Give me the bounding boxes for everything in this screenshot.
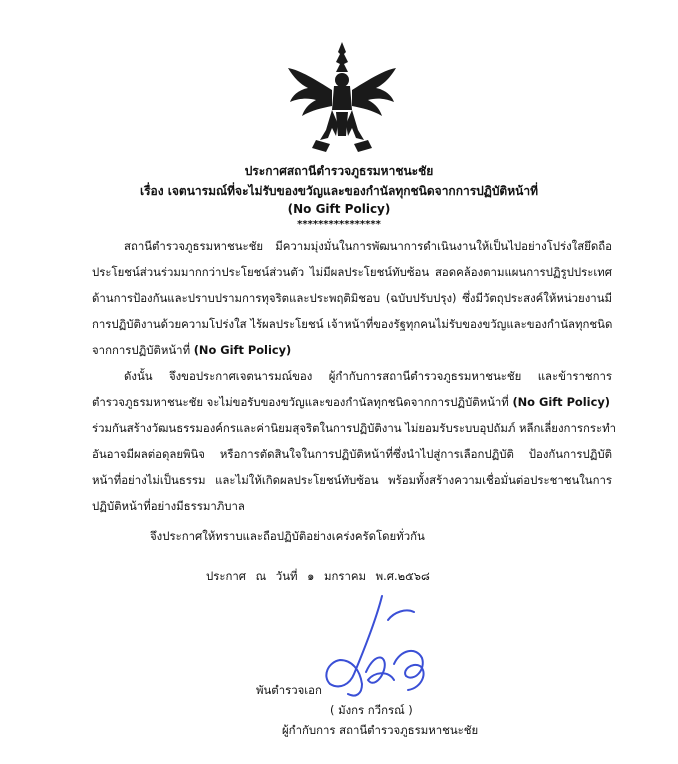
policy-mention: (No Gift Policy) xyxy=(512,395,610,409)
document-subject: เรื่อง เจตนารมณ์ที่จะไม่รับของขวัญและของกำนัลทุกชนิดจากการปฏิบัติหน้าที่ xyxy=(140,184,538,198)
divider: **************** xyxy=(297,219,381,230)
signer-rank: พันตำรวจเอก xyxy=(256,683,322,697)
paragraph-2-line-4: อันอาจมีผลต่อดุลยพินิจ หรือการตัดสินใจในการปฏิบัติหน้าที่ซึ่งนำไปสู่การเลือกปฏิบัติ ป้องกันการปฏิบัติ xyxy=(92,447,612,461)
paragraph-1-line-5 xyxy=(92,340,612,360)
paragraph-2-line-3: ร่วมกันสร้างวัฒนธรรมองค์กรและค่านิยมสุจริตในการปฏิบัติงาน ไม่ยอมรับระบบอุปถัมภ์ หลีกเลี่ยงการกระทำ xyxy=(92,421,616,435)
paragraph-1-line-3: ด้านการป้องกันและปราบปรามการทุจริตและประพฤติมิชอบ (ฉบับปรับปรุง) ซึ่งมีวัตถุประสงค์ให้หน่วยงานมี xyxy=(92,291,612,305)
signer-position: ผู้กำกับการ สถานีตำรวจภูธรมหาชนะชัย xyxy=(282,723,479,737)
signature-icon xyxy=(318,590,438,700)
paragraph-2-line-5: หน้าที่อย่างไม่เป็นธรรม และไม่ให้เกิดผลประโยชน์ทับซ้อน พร้อมทั้งสร้างความเชื่อมั่นต่อประชาชนในการ xyxy=(92,473,612,487)
garuda-emblem-icon xyxy=(286,40,398,158)
paragraph-1-line-5-text: จากการปฏิบัติหน้าที่ xyxy=(92,343,191,357)
signer-name: ( มังกร กวีกรณ์ ) xyxy=(330,703,413,717)
paragraph-1-line-4: การปฏิบัติงานด้วยความโปร่งใส ไร้ผลประโยชน์ เจ้าหน้าที่ของรัฐทุกคนไม่รับของขวัญและของกำนัลทุกชนิด xyxy=(92,317,613,331)
paragraph-1-line-2: ประโยชน์ส่วนร่วมมากกว่าประโยชน์ส่วนตัว ไม่มีผลประโยชน์ทับซ้อน สอดคล้องตามแผนการปฏิรูปประเทศ xyxy=(92,265,612,279)
announcement-date: ประกาศ ณ วันที่ ๑ มกราคม พ.ศ.๒๕๖๘ xyxy=(206,569,430,583)
paragraph-2-line-6: ปฏิบัติหน้าที่อย่างมีธรรมาภิบาล xyxy=(92,499,245,513)
paragraph-2-line-2-text: ตำรวจภูธรมหาชนะชัย จะไม่ขอรับของขวัญและของกำนัลทุกชนิดจากการปฏิบัติหน้าที่ xyxy=(92,395,509,409)
document-title: ประกาศสถานีตำรวจภูธรมหาชนะชัย xyxy=(244,164,434,178)
policy-mention: (No Gift Policy) xyxy=(193,343,292,357)
policy-name: (No Gift Policy) xyxy=(287,202,391,216)
paragraph-2-line-1: ดังนั้น จึงขอประกาศเจตนารมณ์ของ ผู้กำกับการสถานีตำรวจภูธรมหาชนะชัย และข้าราชการ xyxy=(124,369,612,383)
paragraph-2-line-2 xyxy=(92,392,612,412)
paragraph-1-line-1: สถานีตำรวจภูธรมหาชนะชัย มีความมุ่งมั่นในการพัฒนาการดำเนินงานให้เป็นไปอย่างโปร่งใสยึดถือ xyxy=(124,239,612,253)
closing-statement: จึงประกาศให้ทราบและถือปฏิบัติอย่างเคร่งครัดโดยทั่วกัน xyxy=(150,529,425,543)
